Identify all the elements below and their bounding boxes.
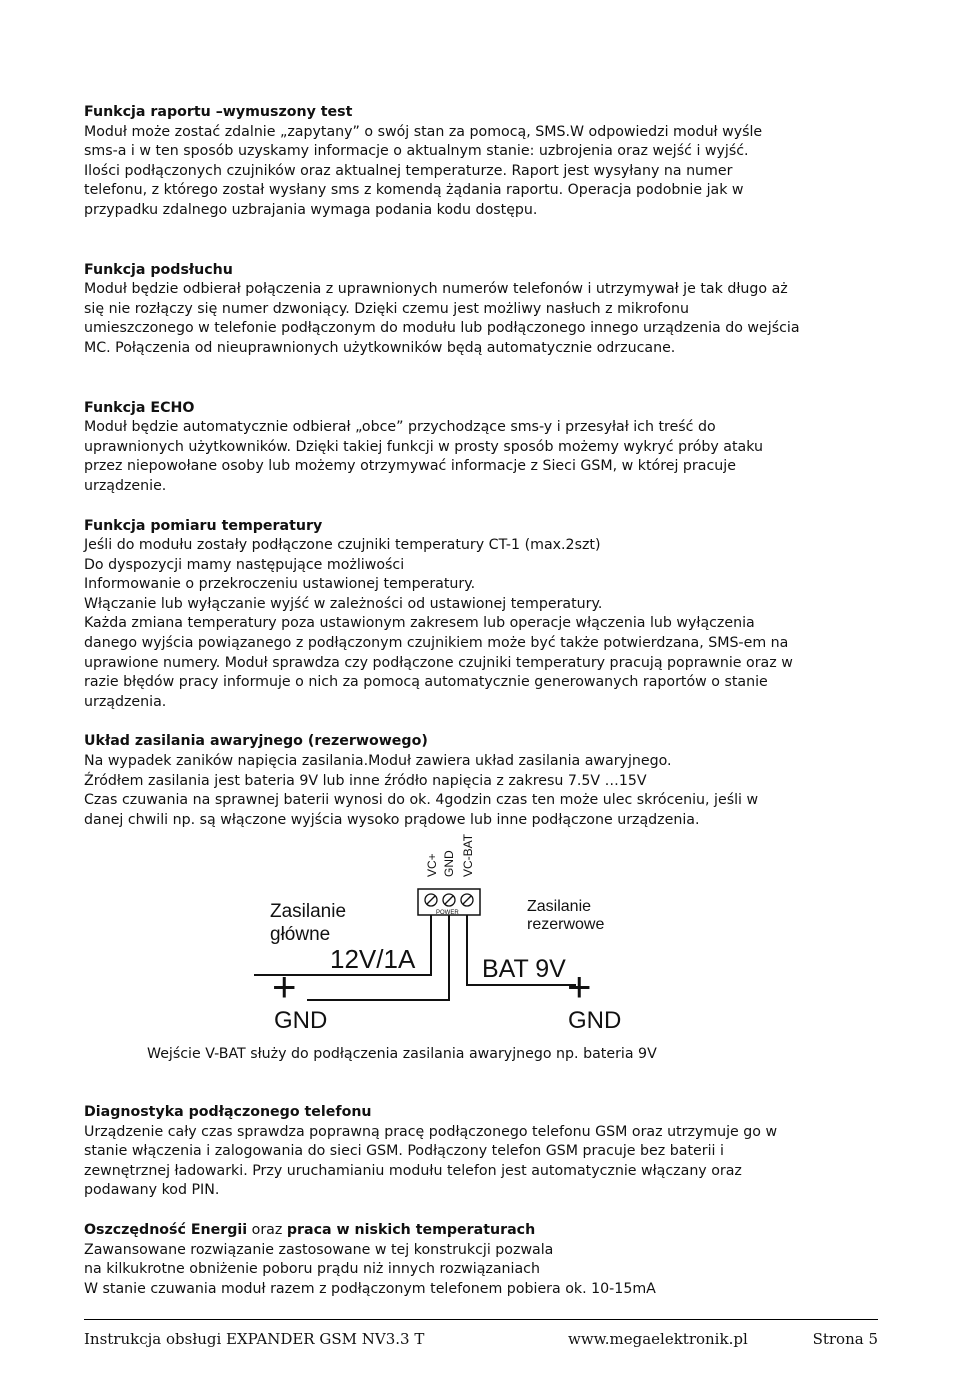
text-line: umieszczonego w telefonie podłączonym do modułu lub podłączonego innego urządzenia do wejścia [84,320,800,337]
document-body [84,103,884,830]
text-line: Czas czuwania na sprawnej baterii wynosi do ok. 4godzin czas ten może ulec skróceniu, jeśli w [84,792,759,809]
text-line: Ilości podłączonych czujników oraz aktualnej temperaturze. Raport jest wysyłany na numer [84,162,733,179]
main-supply-label-1: Zasilanie [270,901,347,922]
section-heading: Funkcja podsłuchu [84,261,233,278]
pin-label-vc-bat: VC-BAT [461,833,475,877]
text-line: MC. Połączenia od nieuprawnionych użytkowników będą automatycznie odrzucane. [84,339,676,356]
text-line: danej chwili np. są włączone wyjścia wysoko prądowe lub inne podłączone urządzenia. [84,811,700,828]
section-energy [84,1221,884,1299]
footer-page-number: Strona 5 [812,1330,878,1348]
text-line: Do dyspozycji mamy następujące możliwości [84,556,405,573]
main-plus-sign: + [272,963,297,1010]
section-heading: Układ zasilania awaryjnego (rezerwowego) [84,733,428,750]
text-line: uprawione numery. Moduł sprawdza czy podłączone czujniki temperatury pracują poprawnie oraz w [84,654,793,671]
heading-low-temp: praca w niskich temperaturach [286,1221,536,1238]
text-line: na kilkukrotne obniżenie poboru prądu niż innych rozwiązaniach [84,1261,540,1278]
text-line: W stanie czuwania moduł razem z podłączonym telefonem pobiera ok. 10-15mA [84,1280,656,1297]
text-line: Urządzenie cały czas sprawdza poprawną pracę podłączonego telefonu GSM oraz utrzymuje go w [84,1123,778,1140]
heading-energy: Oszczędność Energii [84,1221,248,1238]
diagram-caption: Wejście V-BAT służy do podłączenia zasilania awaryjnego np. bateria 9V [147,1046,657,1062]
section-heading: Diagnostyka podłączonego telefonu [84,1104,372,1120]
text-line: podawany kod PIN. [84,1182,220,1199]
text-line: Źródłem zasilania jest bateria 9V lub inne źródło napięcia z zakresu 7.5V …15V [84,772,647,789]
backup-supply-label-2: rezerwowe [527,916,605,933]
power-label: POWER [436,910,459,916]
text-line: Każda zmiana temperatury poza ustawionym zakresem lub operacje włączenia lub wyłączenia [84,615,755,632]
power-wiring-diagram [84,825,884,1040]
page-footer [84,1319,878,1348]
text-line: się nie rozłączy się numer dzwoniący. Dzięki czemu jest możliwy nasłuch z mikrofonu [84,300,689,317]
text-line: urządzenie. [84,477,167,494]
text-line: sms-a i w ten sposób uzyskamy informacje o aktualnym stanie: uzbrojenia oraz wejść i wyjść. [84,143,749,160]
main-voltage-label: 12V/1A [330,944,416,974]
text-line: uprawnionych użytkowników. Dzięki takiej funkcji w prosty sposób możemy wykryć próby ataku [84,438,764,455]
section-diagnostics [84,1103,884,1201]
text-line: przez niepowołane osoby lub możemy otrzymywać informacje z Sieci GSM, w której pracuje [84,458,736,475]
text-line: Moduł będzie odbierał połączenia z uprawnionych numerów telefonów i utrzymywał je tak długo aż [84,281,788,298]
heading-connector: oraz [247,1221,287,1238]
text-line: przypadku zdalnego uzbrajania wymaga podania kodu dostępu. [84,201,538,218]
backup-voltage-label: BAT 9V [482,955,566,983]
footer-title: Instrukcja obsługi EXPANDER GSM NV3.3 T [84,1330,425,1348]
text-line: Moduł może zostać zdalnie „zapytany” o swój stan za pomocą, SMS.W odpowiedzi moduł wyśle [84,123,763,140]
text-line: zewnętrznej ładowarki. Przy uruchamianiu modułu telefon jest automatycznie włączany oraz [84,1162,742,1179]
backup-plus-sign: + [567,963,592,1010]
document-body-lower [84,1103,884,1299]
text-line: Zawansowane rozwiązanie zastosowane w tej konstrukcji pozwala [84,1241,554,1258]
main-gnd-label: GND [274,1007,328,1034]
text-line: telefonu, z którego został wysłany sms z komendą żądania raportu. Operacja podobnie jak w [84,182,744,199]
backup-supply-label-1: Zasilanie [527,898,592,915]
section-heading: Funkcja raportu –wymuszony test [84,104,353,120]
text-line: Na wypadek zaników napięcia zasilania.Moduł zawiera układ zasilania awaryjnego. [84,753,672,770]
section-heading: Funkcja pomiaru temperatury [84,517,323,534]
section-echo [84,399,884,497]
section-backup-power [84,732,884,830]
pin-label-vc-plus: VC+ [425,853,439,877]
text-line: Jeśli do modułu zostały podłączone czujniki temperatury CT-1 (max.2szt) [84,537,601,554]
section-report [84,103,884,221]
text-line: Informowanie o przekroczeniu ustawionej temperatury. [84,576,476,593]
section-heading: Funkcja ECHO [84,399,195,416]
footer-website: www.megaelektronik.pl [568,1330,748,1348]
section-temperature [84,517,884,713]
text-line: Włączanie lub wyłączanie wyjść w zależności od ustawionej temperatury. [84,595,603,612]
section-listening [84,261,884,359]
section-heading [84,1221,884,1241]
text-line: Moduł będzie automatycznie odbierał „obce” przychodzące sms-y i przesyłał ich treść do [84,419,716,436]
main-supply-label-2: główne [270,924,331,945]
text-line: danego wyjścia powiązanego z podłączonym czujnikiem może być także potwierdzana, SMS-em na [84,635,789,652]
text-line: urządzenia. [84,693,167,710]
text-line: razie błędów pracy informuje o nich za pomocą automatycznie generowanych raportów o stanie [84,674,768,691]
pin-label-gnd: GND [442,850,456,877]
backup-gnd-label: GND [568,1007,622,1034]
text-line: stanie włączenia i zalogowania do sieci GSM. Podłączony telefon GSM pracuje bez baterii i [84,1143,724,1160]
